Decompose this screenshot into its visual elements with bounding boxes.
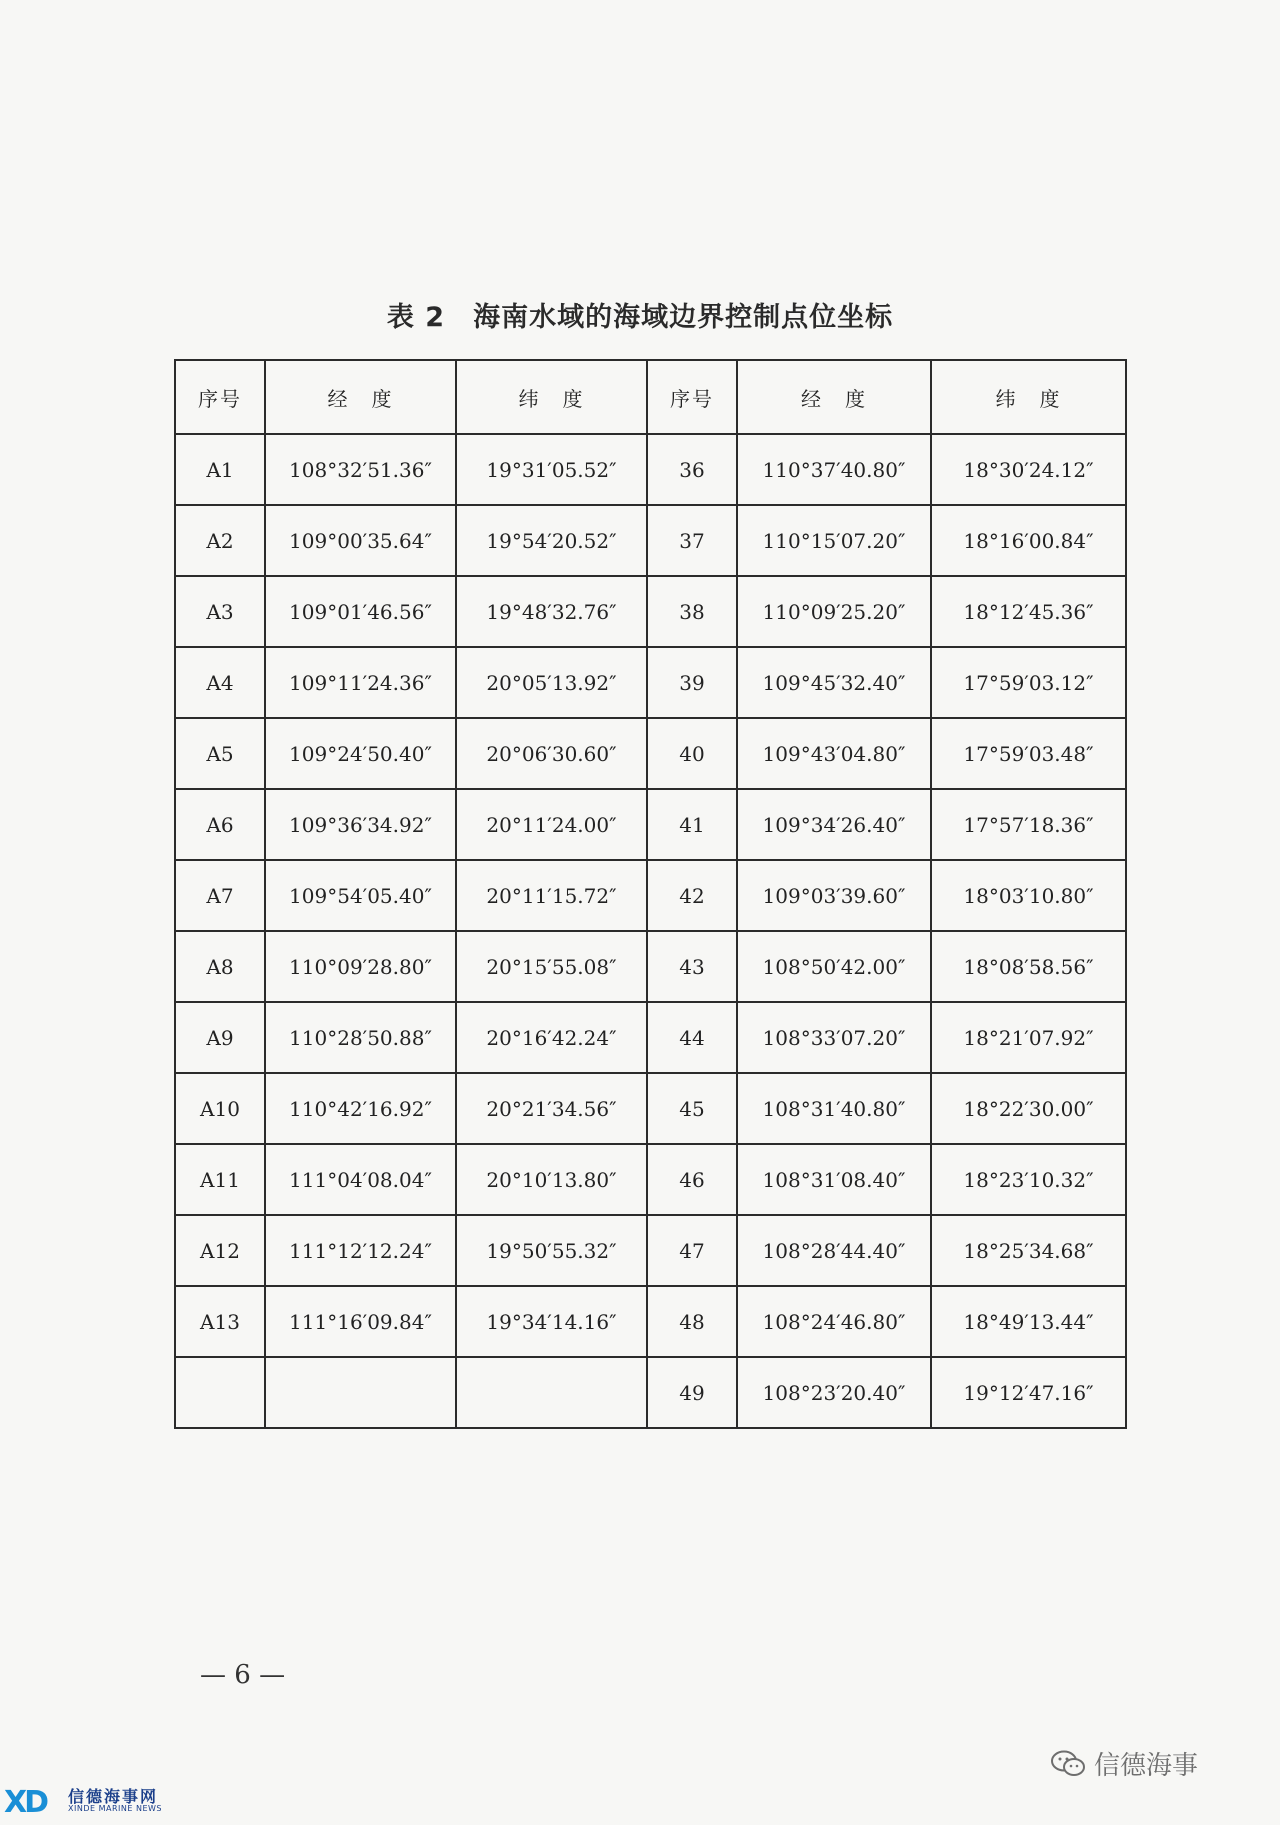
latitude-cell: 20°10′13.80″ (456, 1144, 647, 1215)
site-logo (0, 1782, 200, 1822)
wechat-icon (1050, 1749, 1086, 1779)
serial-cell: A4 (175, 647, 265, 718)
latitude-cell: 18°08′58.56″ (931, 931, 1126, 1002)
table-row (175, 647, 1126, 718)
serial-cell: A1 (175, 434, 265, 505)
table-row (175, 1357, 1126, 1428)
latitude-cell: 18°16′00.84″ (931, 505, 1126, 576)
longitude-cell: 110°28′50.88″ (265, 1002, 456, 1073)
latitude-cell: 20°21′34.56″ (456, 1073, 647, 1144)
longitude-cell: 109°45′32.40″ (737, 647, 931, 718)
latitude-cell: 20°15′55.08″ (456, 931, 647, 1002)
logo-english-name: XINDE MARINE NEWS (68, 1804, 162, 1813)
latitude-cell: 20°11′24.00″ (456, 789, 647, 860)
table-title-label: 表 2 (386, 302, 446, 333)
serial-cell: 42 (647, 860, 737, 931)
table-row (175, 505, 1126, 576)
serial-cell: 38 (647, 576, 737, 647)
longitude-cell: 110°15′07.20″ (737, 505, 931, 576)
table-row (175, 576, 1126, 647)
longitude-cell: 109°24′50.40″ (265, 718, 456, 789)
serial-cell: 40 (647, 718, 737, 789)
table-row (175, 1215, 1126, 1286)
latitude-cell: 20°11′15.72″ (456, 860, 647, 931)
header-longitude: 经 度 (737, 360, 931, 434)
coordinates-table (174, 359, 1127, 1429)
header-serial: 序号 (647, 360, 737, 434)
logo-mark: XD (4, 1785, 47, 1820)
serial-cell: A6 (175, 789, 265, 860)
table-row (175, 1073, 1126, 1144)
latitude-cell: 18°12′45.36″ (931, 576, 1126, 647)
serial-cell: 47 (647, 1215, 737, 1286)
longitude-cell: 109°54′05.40″ (265, 860, 456, 931)
latitude-cell: 17°57′18.36″ (931, 789, 1126, 860)
longitude-cell: 109°36′34.92″ (265, 789, 456, 860)
latitude-cell: 20°06′30.60″ (456, 718, 647, 789)
longitude-cell: 109°01′46.56″ (265, 576, 456, 647)
header-latitude: 纬 度 (931, 360, 1126, 434)
latitude-cell: 19°34′14.16″ (456, 1286, 647, 1357)
longitude-cell: 108°32′51.36″ (265, 434, 456, 505)
serial-cell (175, 1357, 265, 1428)
serial-cell: 46 (647, 1144, 737, 1215)
logo-chinese-name: 信德海事网 (68, 1787, 159, 1806)
latitude-cell: 17°59′03.12″ (931, 647, 1126, 718)
table-row (175, 1144, 1126, 1215)
serial-cell: 45 (647, 1073, 737, 1144)
latitude-cell: 19°48′32.76″ (456, 576, 647, 647)
longitude-cell: 110°09′25.20″ (737, 576, 931, 647)
latitude-cell: 20°05′13.92″ (456, 647, 647, 718)
serial-cell: A2 (175, 505, 265, 576)
serial-cell: 37 (647, 505, 737, 576)
longitude-cell (265, 1357, 456, 1428)
serial-cell: 49 (647, 1357, 737, 1428)
longitude-cell: 108°31′40.80″ (737, 1073, 931, 1144)
table-row (175, 860, 1126, 931)
watermark-text: 信德海事 (1094, 1751, 1199, 1781)
serial-cell: A5 (175, 718, 265, 789)
table-row (175, 931, 1126, 1002)
latitude-cell: 18°30′24.12″ (931, 434, 1126, 505)
serial-cell: A11 (175, 1144, 265, 1215)
header-latitude: 纬 度 (456, 360, 647, 434)
serial-cell: 48 (647, 1286, 737, 1357)
latitude-cell: 18°22′30.00″ (931, 1073, 1126, 1144)
table-row (175, 1002, 1126, 1073)
latitude-cell: 18°49′13.44″ (931, 1286, 1126, 1357)
longitude-cell: 108°23′20.40″ (737, 1357, 931, 1428)
longitude-cell: 109°00′35.64″ (265, 505, 456, 576)
longitude-cell: 111°12′12.24″ (265, 1215, 456, 1286)
longitude-cell: 110°37′40.80″ (737, 434, 931, 505)
longitude-cell: 108°31′08.40″ (737, 1144, 931, 1215)
table-row (175, 1286, 1126, 1357)
serial-cell: A8 (175, 931, 265, 1002)
table-row (175, 718, 1126, 789)
serial-cell: 36 (647, 434, 737, 505)
longitude-cell: 108°33′07.20″ (737, 1002, 931, 1073)
latitude-cell: 19°12′47.16″ (931, 1357, 1126, 1428)
latitude-cell: 18°25′34.68″ (931, 1215, 1126, 1286)
longitude-cell: 108°24′46.80″ (737, 1286, 931, 1357)
longitude-cell: 109°03′39.60″ (737, 860, 931, 931)
longitude-cell: 111°16′09.84″ (265, 1286, 456, 1357)
longitude-cell: 110°09′28.80″ (265, 931, 456, 1002)
table-body (175, 434, 1126, 1428)
page-number: — 6 — (200, 1660, 286, 1690)
longitude-cell: 110°42′16.92″ (265, 1073, 456, 1144)
table-row (175, 789, 1126, 860)
longitude-cell: 109°43′04.80″ (737, 718, 931, 789)
latitude-cell: 18°03′10.80″ (931, 860, 1126, 931)
longitude-cell: 109°34′26.40″ (737, 789, 931, 860)
serial-cell: 41 (647, 789, 737, 860)
latitude-cell: 19°31′05.52″ (456, 434, 647, 505)
serial-cell: A13 (175, 1286, 265, 1357)
table-header-row (175, 360, 1126, 434)
latitude-cell: 19°54′20.52″ (456, 505, 647, 576)
serial-cell: A3 (175, 576, 265, 647)
latitude-cell: 18°21′07.92″ (931, 1002, 1126, 1073)
wechat-watermark (1050, 1745, 1198, 1782)
longitude-cell: 109°11′24.36″ (265, 647, 456, 718)
serial-cell: A7 (175, 860, 265, 931)
latitude-cell (456, 1357, 647, 1428)
latitude-cell: 20°16′42.24″ (456, 1002, 647, 1073)
table-row (175, 434, 1126, 505)
latitude-cell: 17°59′03.48″ (931, 718, 1126, 789)
longitude-cell: 108°50′42.00″ (737, 931, 931, 1002)
latitude-cell: 19°50′55.32″ (456, 1215, 647, 1286)
header-longitude: 经 度 (265, 360, 456, 434)
longitude-cell: 111°04′08.04″ (265, 1144, 456, 1215)
serial-cell: A9 (175, 1002, 265, 1073)
serial-cell: 39 (647, 647, 737, 718)
serial-cell: A10 (175, 1073, 265, 1144)
longitude-cell: 108°28′44.40″ (737, 1215, 931, 1286)
serial-cell: 44 (647, 1002, 737, 1073)
serial-cell: 43 (647, 931, 737, 1002)
table-title-text: 海南水域的海域边界控制点位坐标 (473, 302, 894, 333)
header-serial: 序号 (175, 360, 265, 434)
latitude-cell: 18°23′10.32″ (931, 1144, 1126, 1215)
serial-cell: A12 (175, 1215, 265, 1286)
table-title (0, 295, 1280, 334)
